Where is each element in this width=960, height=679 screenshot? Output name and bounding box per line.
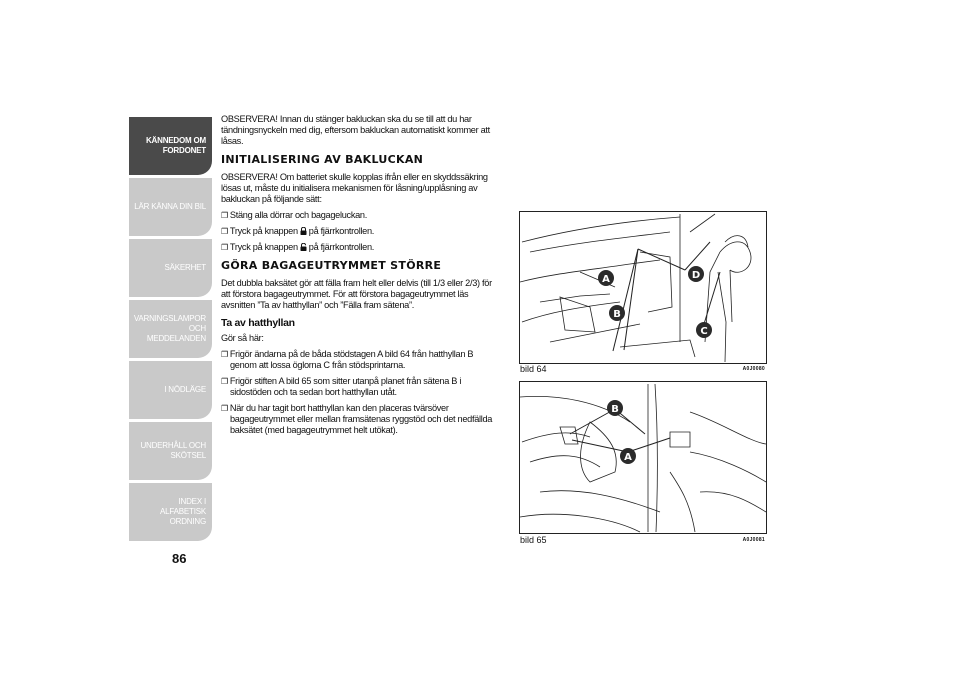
subsection-intro: Gör så här: — [221, 333, 264, 343]
checkbox-bullet-icon: ❐ — [221, 377, 228, 386]
lock-closed-icon — [300, 227, 307, 235]
tab-label: SÄKERHET — [164, 263, 206, 272]
tab-label: I NÖDLÄGE — [164, 385, 206, 394]
section-heading-bagage: GÖRA BAGAGEUTRYMMET STÖRRE — [221, 259, 442, 272]
bullet-text: Tryck på knappen — [229, 242, 298, 252]
tab-varningslampor[interactable] — [129, 300, 212, 358]
section-paragraph: Det dubbla baksätet gör att fälla fram helt eller delvis (till 1/3 eller 2/3) för att förstora bagageutrymmet. För att förstora bagageutrymmet läs avsnitten ”Ta av hatthyllan” och ”Fälla fram sätena”. — [221, 278, 492, 310]
figure-label: bild 65 — [520, 535, 547, 545]
checkbox-bullet-icon: ❐ — [221, 227, 228, 236]
tab-label: LÄR KÄNNA DIN BIL — [134, 202, 206, 211]
tab-underhall[interactable] — [129, 422, 212, 480]
checkbox-bullet-icon: ❐ — [221, 211, 228, 220]
tab-label: INDEX I ALFABETISK ORDNING — [159, 497, 206, 526]
figure-label: bild 64 — [520, 364, 547, 374]
tab-label: UNDERHÅLL OCH SKÖTSEL — [140, 441, 206, 460]
figure-64-caption — [519, 364, 767, 378]
marker-b-label: B — [611, 404, 619, 415]
figure-65-caption — [519, 535, 767, 549]
figure-64-illustration — [519, 211, 767, 364]
tab-label: VARNINGSLAMPOR OCH MEDDELANDEN — [133, 314, 206, 343]
figure-65-illustration — [519, 381, 767, 534]
figure-code: A0J0081 — [742, 537, 765, 543]
lock-open-icon — [300, 243, 307, 251]
step-text: Frigör ändarna på de båda stödstagen A bild 64 från hatthyllan B genom att lossa öglorna C från stödsprintarna. — [229, 349, 474, 370]
step-item — [221, 403, 501, 436]
bullet-text: Stäng alla dörrar och bagageluckan. — [229, 210, 367, 220]
section-heading-initialisering: INITIALISERING AV BAKLUCKAN — [221, 153, 424, 166]
marker-a-label: A — [602, 274, 610, 285]
checkbox-bullet-icon: ❐ — [221, 243, 228, 252]
marker-d-label: D — [691, 270, 701, 281]
chapter-sidebar — [129, 117, 212, 544]
bullet-item — [221, 226, 501, 237]
tab-i-nodlage[interactable] — [129, 361, 212, 419]
step-item — [221, 349, 501, 371]
bullet-item — [221, 242, 501, 253]
checkbox-bullet-icon: ❐ — [221, 350, 228, 359]
page-number: 86 — [172, 551, 187, 566]
figure-code: A0J0080 — [742, 366, 765, 372]
subsection-heading: Ta av hatthyllan — [221, 317, 295, 329]
intro-paragraph: OBSERVERA! Innan du stänger bakluckan ska du se till att du har tändningsnyckeln med dig, eftersom bakluckan automatiskt kommer att låsas. — [221, 114, 490, 146]
marker-b-label: B — [613, 309, 621, 320]
tab-lar-kanna-din-bil[interactable] — [129, 178, 212, 236]
tab-label: KÄNNEDOM OM FORDONET — [145, 136, 206, 155]
step-item — [221, 376, 501, 398]
bullet-text: på fjärrkontrollen. — [308, 226, 375, 236]
text-column — [221, 114, 501, 441]
bullet-text: Tryck på knappen — [229, 226, 298, 236]
bullet-text: på fjärrkontrollen. — [308, 242, 375, 252]
bullet-item — [221, 210, 501, 221]
marker-c-label: C — [700, 326, 708, 337]
step-text: Frigör stiften A bild 65 som sitter utanpå planet från sätena B i sidostöden och ta sedan bort hatthyllan utåt. — [229, 376, 462, 397]
marker-a-label: A — [624, 452, 632, 463]
tab-kannedom-om-fordonet[interactable] — [129, 117, 212, 175]
checkbox-bullet-icon: ❐ — [221, 404, 228, 413]
tab-index[interactable] — [129, 483, 212, 541]
step-text: När du har tagit bort hatthyllan kan den placeras tvärsöver bagageutrymmet eller mellan framsätenas ryggstöd och det nedfällda baksätet (med bagageutrymmet helt utökat). — [229, 403, 493, 435]
tab-sakerhet[interactable] — [129, 239, 212, 297]
section-paragraph: OBSERVERA! Om batteriet skulle kopplas ifrån eller en skyddssäkring lösas ut, måste du initialisera mekanismen för låsning/upplåsning av bakluckan på följande sätt: — [221, 172, 488, 204]
